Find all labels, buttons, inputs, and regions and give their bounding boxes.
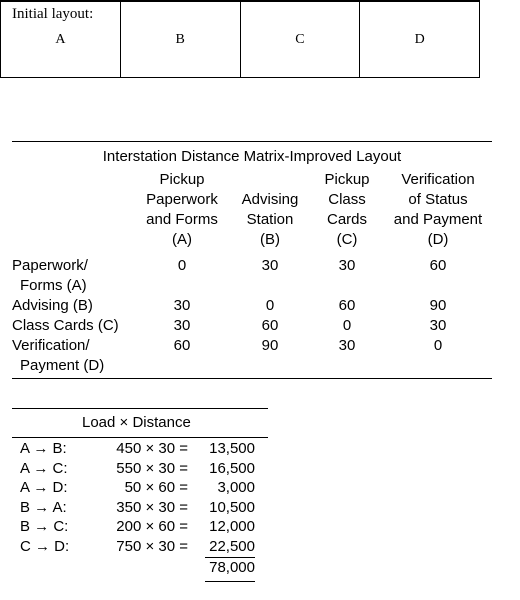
matrix-column-header-line: (C) [336,231,358,248]
matrix-column-header-line: (A) [172,231,192,248]
matrix-column-header-line: Cards [326,211,367,228]
load-distance-calculation: 750 × 30 = [116,537,188,555]
initial-layout-title: Initial layout: [12,6,94,22]
load-distance-header-rule [12,437,268,438]
department-d: D [414,31,425,47]
matrix-row-label [12,256,88,296]
load-distance-result: 13,500 [209,440,255,457]
matrix-column-header-line: and Payment [393,211,483,228]
matrix-cell: 60 [338,297,356,314]
load-distance-calculation: 350 × 30 = [116,498,188,516]
load-distance-pair: B → A: [20,498,67,516]
matrix-cell: 30 [338,257,356,274]
matrix-column-header-line: Class [328,191,366,208]
load-distance-top-rule [12,408,268,409]
matrix-column-header-line: Station [246,211,294,228]
matrix-column-header-line: and Forms [146,211,218,228]
load-distance-calculation: 450 × 30 = [116,440,188,457]
load-distance-total: 78,000 [209,559,255,576]
load-distance-sum-rule [205,557,255,558]
department-b: B [121,2,241,77]
matrix-column-header-line: Verification [401,171,475,188]
matrix-column-header-line: Advising [241,191,299,208]
matrix-cell: 90 [429,297,447,314]
department-a: A [1,2,121,77]
matrix-row-label-line: Payment (D) [20,357,105,374]
matrix-column-header-line: of Status [408,191,468,208]
load-distance-calculation: 550 × 30 = [116,459,188,477]
matrix-cell: 30 [338,337,356,354]
matrix-row-label [12,316,119,336]
load-distance-result: 12,000 [209,518,255,535]
matrix-cell: 30 [261,257,279,274]
matrix-column-header-line: Pickup [159,171,205,188]
matrix-row-label [12,336,104,376]
load-distance-pair: A → B: [20,440,67,457]
load-distance-result: 3,000 [217,479,255,496]
matrix-cell: 60 [173,337,191,354]
matrix-cell: 0 [342,317,352,334]
matrix-column-header-line: (D) [427,231,449,248]
matrix-top-rule [12,141,492,142]
load-distance-result: 10,500 [209,498,255,516]
matrix-bottom-rule [12,378,492,379]
load-distance-pair: C → D: [20,537,70,555]
matrix-title: Interstation Distance Matrix-Improved Layout [102,148,402,165]
matrix-row-label-line: Advising (B) [12,297,93,314]
matrix-cell: 30 [429,317,447,334]
matrix-cell: 30 [173,297,191,314]
matrix-row-label-line: Verification/ [12,337,90,354]
matrix-row-label-line: Paperwork/ [12,257,88,274]
load-distance-pair: A → D: [20,479,68,496]
matrix-column-header-line: (B) [260,231,280,248]
matrix-column-header-line: Paperwork [146,191,218,208]
matrix-cell: 90 [261,337,279,354]
load-distance-calculation: 50 × 60 = [124,479,188,496]
matrix-row-label-line: Forms (A) [20,277,87,294]
matrix-cell: 30 [173,317,191,334]
matrix-row-label [12,296,93,316]
load-distance-result: 22,500 [209,537,255,555]
department-c: C [241,2,361,77]
load-distance-result: 16,500 [209,459,255,477]
matrix-column-header [378,170,498,250]
load-distance-pair: B → C: [20,518,69,535]
load-distance-title: Load × Distance [82,414,191,431]
matrix-cell: 0 [265,297,275,314]
load-distance-calculation: 200 × 60 = [116,518,188,535]
matrix-cell: 60 [261,317,279,334]
load-distance-pair: A → C: [20,459,68,477]
load-distance-total-rule [205,581,255,582]
matrix-cell: 0 [177,257,187,274]
matrix-row-label-line: Class Cards (C) [12,317,119,334]
matrix-cell: 60 [429,257,447,274]
matrix-column-header-line: Pickup [324,171,370,188]
matrix-cell: 0 [433,337,443,354]
